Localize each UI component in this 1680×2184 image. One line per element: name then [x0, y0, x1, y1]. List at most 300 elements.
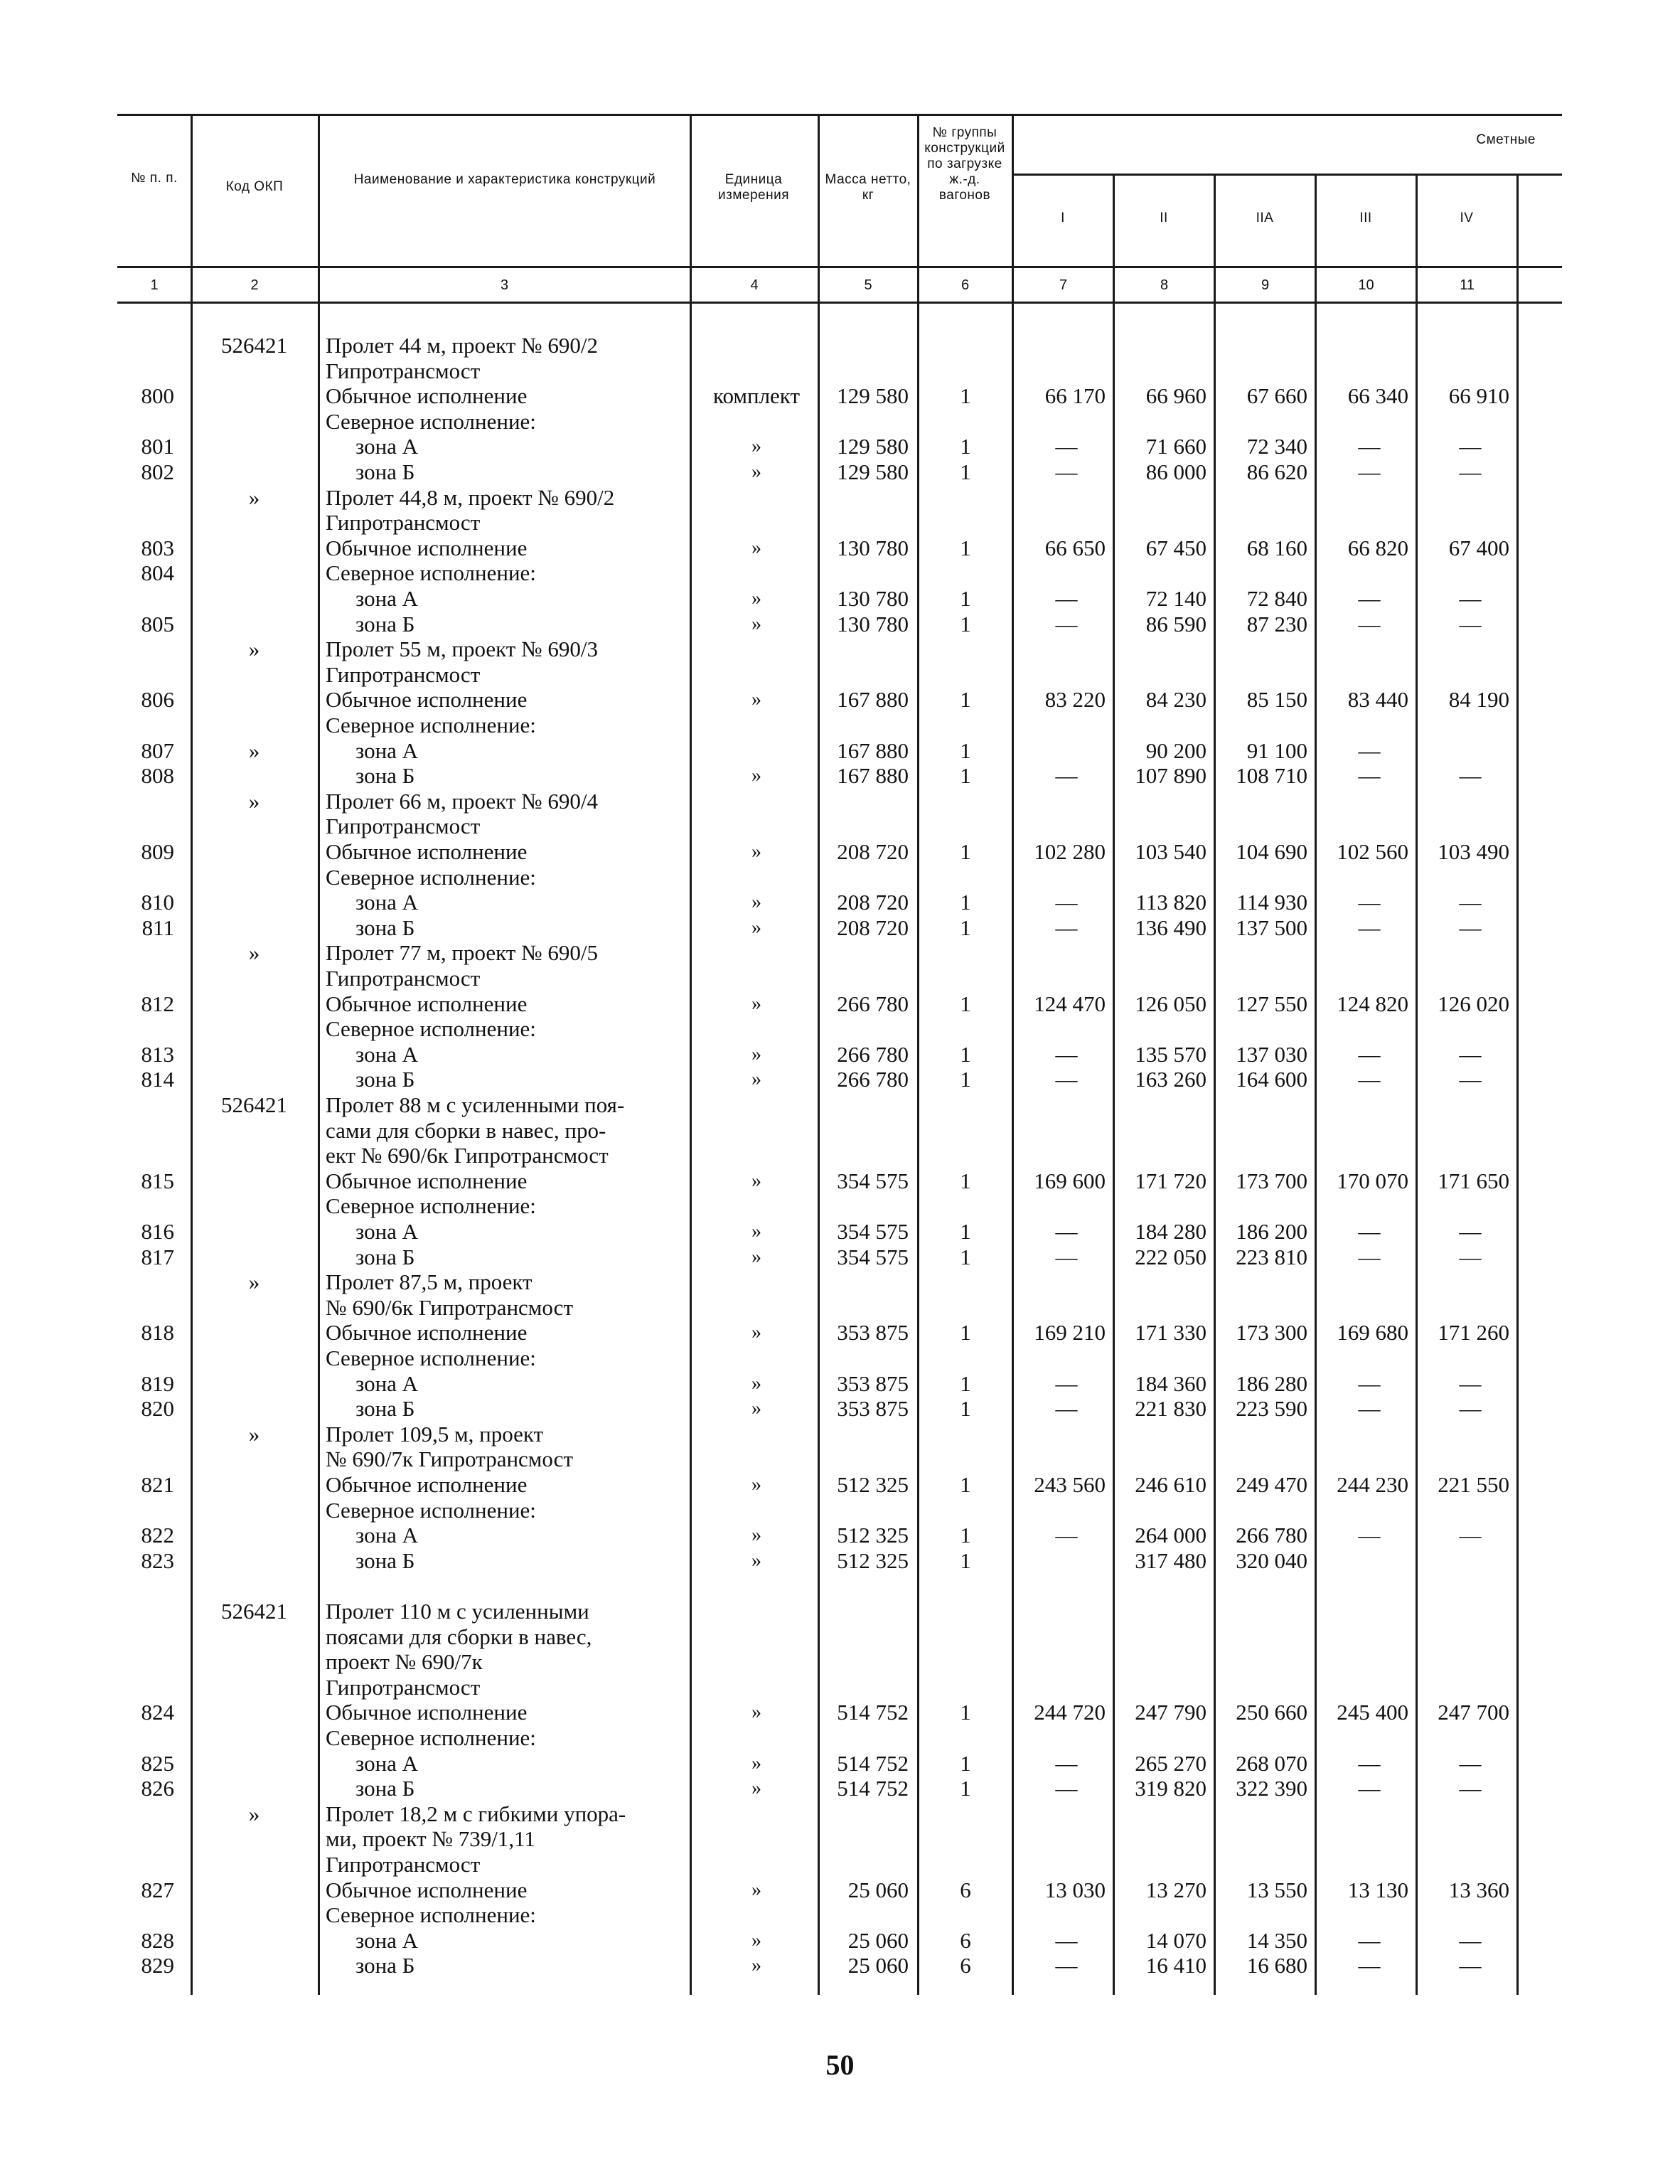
construction-name: Северное исполнение:	[326, 1346, 536, 1370]
construction-name: Пролет 18,2 м с гибкими упора-	[326, 1801, 626, 1826]
price-zone-4: —	[1358, 1523, 1381, 1548]
loading-group: 1	[960, 1751, 971, 1776]
price-zone-4: 66 340	[1347, 383, 1408, 408]
row-number: 825	[141, 1751, 174, 1776]
construction-name: зона А	[355, 1042, 419, 1067]
price-zone-1: —	[1055, 1042, 1078, 1067]
unit-of-measure: »	[751, 1373, 761, 1395]
price-zone-5: —	[1459, 763, 1482, 788]
price-zone-2: 246 610	[1135, 1472, 1207, 1497]
table-row	[0, 1219, 1680, 1245]
net-mass: 354 575	[837, 1245, 909, 1269]
construction-name: зона Б	[355, 1245, 415, 1269]
price-zone-5: —	[1459, 1751, 1482, 1776]
price-zone-4: —	[1358, 1067, 1381, 1092]
price-zone-2: 317 480	[1135, 1548, 1207, 1573]
price-zone-3: 322 390	[1236, 1776, 1307, 1801]
price-zone-1: —	[1055, 1371, 1078, 1396]
construction-name: Обычное исполнение	[326, 1320, 528, 1345]
table-row	[0, 1498, 1680, 1523]
table-row	[0, 738, 1680, 764]
column-number: 4	[750, 277, 759, 293]
price-zone-1: 102 280	[1034, 839, 1106, 864]
price-zone-4: —	[1358, 1219, 1381, 1244]
price-zone-2: 16 410	[1145, 1953, 1207, 1978]
price-subheader-rule	[1013, 174, 1562, 176]
construction-name: Обычное исполнение	[326, 839, 528, 864]
price-zone-3: 186 280	[1236, 1371, 1307, 1396]
unit-of-measure: комплект	[712, 383, 801, 408]
construction-name: зона Б	[355, 459, 415, 484]
construction-name: Обычное исполнение	[326, 383, 528, 408]
net-mass: 25 060	[847, 1877, 909, 1902]
okp-code: 526421	[221, 1599, 287, 1624]
price-zone-4: —	[1358, 1776, 1381, 1801]
unit-of-measure: »	[751, 1879, 761, 1901]
row-number: 815	[141, 1168, 174, 1193]
table-row	[0, 915, 1680, 941]
price-zone-2: 71 660	[1145, 434, 1207, 459]
loading-group: 6	[960, 1953, 971, 1978]
row-number: 802	[141, 459, 174, 484]
row-number: 828	[141, 1928, 174, 1953]
row-number: 813	[141, 1042, 174, 1067]
net-mass: 266 780	[837, 1067, 909, 1092]
price-zone-4: —	[1358, 890, 1381, 915]
table-row	[0, 1042, 1680, 1067]
construction-name: Северное исполнение:	[326, 1498, 536, 1523]
column-number: 5	[864, 277, 872, 293]
column-number: 6	[961, 277, 970, 293]
row-number: 827	[141, 1877, 174, 1902]
price-zone-4: —	[1358, 1928, 1381, 1953]
price-zone-2: 171 720	[1135, 1168, 1207, 1193]
price-zone-4: 124 820	[1337, 991, 1408, 1016]
unit-of-measure: »	[751, 1043, 761, 1065]
construction-name: Пролет 66 м, проект № 690/4	[326, 789, 598, 814]
price-zone-5: —	[1459, 1953, 1482, 1978]
table-row	[0, 1396, 1680, 1422]
net-mass: 25 060	[847, 1953, 909, 1978]
loading-group: 1	[960, 1042, 971, 1067]
net-mass: 129 580	[837, 459, 909, 484]
header-zone: IV	[1460, 211, 1474, 225]
price-zone-3: 223 590	[1236, 1396, 1307, 1421]
price-zone-2: 136 490	[1135, 915, 1207, 940]
okp-code: »	[248, 1801, 260, 1826]
net-mass: 167 880	[837, 738, 909, 763]
row-number: 820	[141, 1396, 174, 1421]
net-mass: 129 580	[837, 434, 909, 459]
price-zone-4: 102 560	[1337, 839, 1408, 864]
price-zone-4: —	[1358, 1396, 1381, 1421]
unit-of-measure: »	[751, 688, 761, 710]
table-row	[0, 1016, 1680, 1042]
construction-name: зона Б	[355, 612, 415, 636]
price-zone-4: 13 130	[1347, 1877, 1408, 1902]
price-zone-5: 221 550	[1438, 1472, 1509, 1497]
loading-group: 1	[960, 915, 971, 940]
table-row	[0, 1346, 1680, 1371]
table-row	[0, 991, 1680, 1017]
price-zone-4: —	[1358, 763, 1381, 788]
price-zone-2: 222 050	[1135, 1245, 1207, 1269]
price-zone-3: 173 700	[1236, 1168, 1307, 1193]
row-number: 829	[141, 1953, 174, 1978]
okp-code: »	[248, 485, 260, 510]
price-zone-5: —	[1459, 890, 1482, 915]
table-row	[0, 1776, 1680, 1801]
unit-of-measure: »	[751, 1474, 761, 1496]
construction-name: Северное исполнение:	[326, 713, 536, 737]
table-row	[0, 966, 1680, 991]
table-row	[0, 383, 1680, 409]
row-number: 812	[141, 991, 174, 1016]
price-zone-1: —	[1055, 1067, 1078, 1092]
unit-of-measure: »	[751, 461, 761, 483]
net-mass: 514 752	[837, 1751, 909, 1776]
construction-name: зона Б	[355, 915, 415, 940]
unit-of-measure: »	[751, 613, 761, 635]
header-mass: Масса нетто, кг	[825, 172, 911, 203]
table-row	[0, 1928, 1680, 1954]
loading-group: 1	[960, 1245, 971, 1269]
header-bottom-rule	[117, 266, 1562, 268]
price-zone-2: 184 360	[1135, 1371, 1207, 1396]
price-zone-5: 66 910	[1448, 383, 1509, 408]
table-row	[0, 1725, 1680, 1751]
net-mass: 208 720	[837, 915, 909, 940]
table-row	[0, 409, 1680, 435]
construction-name: зона А	[355, 1928, 419, 1953]
page-number: 50	[825, 2049, 855, 2081]
net-mass: 208 720	[837, 890, 909, 915]
header-code: Код ОКП	[225, 179, 284, 194]
table-row	[0, 1295, 1680, 1321]
construction-name: Гипротрансмост	[326, 358, 481, 383]
price-zone-2: 135 570	[1135, 1042, 1207, 1067]
price-zone-3: 108 710	[1236, 763, 1307, 788]
unit-of-measure: »	[751, 537, 761, 559]
unit-of-measure: »	[751, 841, 761, 863]
price-zone-3: 13 550	[1246, 1877, 1307, 1902]
price-zone-1: —	[1055, 1751, 1078, 1776]
column-number: 11	[1460, 277, 1475, 293]
table-row	[0, 612, 1680, 637]
construction-name: зона А	[355, 1219, 419, 1244]
price-zone-4: —	[1358, 1245, 1381, 1269]
price-zone-4: 169 680	[1337, 1320, 1408, 1345]
table-row	[0, 1472, 1680, 1498]
price-zone-3: 173 300	[1236, 1320, 1307, 1345]
construction-name: Пролет 88 м с усиленными поя-	[326, 1092, 625, 1117]
row-number: 822	[141, 1523, 174, 1548]
row-number: 806	[141, 687, 174, 712]
unit-of-measure: »	[751, 1321, 761, 1343]
net-mass: 514 752	[837, 1700, 909, 1725]
loading-group: 6	[960, 1928, 971, 1953]
okp-code: »	[248, 636, 260, 661]
price-zone-2: 67 450	[1145, 536, 1207, 560]
price-zone-3: 72 840	[1246, 586, 1307, 611]
table-row	[0, 1599, 1680, 1624]
table-row	[0, 687, 1680, 713]
price-zone-3: 72 340	[1246, 434, 1307, 459]
price-zone-4: 66 820	[1347, 536, 1408, 560]
price-zone-3: 137 030	[1236, 1042, 1307, 1067]
header-num: № п. п.	[131, 171, 178, 186]
net-mass: 25 060	[847, 1928, 909, 1953]
price-zone-3: 266 780	[1236, 1523, 1307, 1548]
row-number: 817	[141, 1245, 174, 1269]
loading-group: 1	[960, 763, 971, 788]
unit-of-measure: »	[751, 1246, 761, 1268]
price-zone-5: —	[1459, 1523, 1482, 1548]
loading-group: 1	[960, 1320, 971, 1345]
okp-code: 526421	[221, 333, 287, 358]
table-row	[0, 1548, 1680, 1574]
price-zone-2: 13 270	[1145, 1877, 1207, 1902]
table-row	[0, 865, 1680, 890]
row-number: 819	[141, 1371, 174, 1396]
header-zone: II	[1160, 211, 1168, 225]
price-zone-1: 169 600	[1034, 1168, 1106, 1193]
table-row	[0, 1320, 1680, 1346]
loading-group: 1	[960, 536, 971, 560]
construction-name: Пролет 44,8 м, проект № 690/2	[326, 485, 615, 510]
price-zone-2: 247 790	[1135, 1700, 1207, 1725]
header-price: Сметные	[1476, 132, 1536, 147]
header-unit: Единица измерения	[718, 172, 789, 203]
table-row	[0, 1245, 1680, 1270]
row-number: 808	[141, 763, 174, 788]
table-row	[0, 536, 1680, 561]
construction-name: зона Б	[355, 1776, 415, 1801]
construction-name: Обычное исполнение	[326, 1472, 528, 1497]
table-row	[0, 1067, 1680, 1092]
construction-name: Гипротрансмост	[326, 966, 481, 991]
price-zone-3: 223 810	[1236, 1245, 1307, 1269]
price-zone-4: 83 440	[1347, 687, 1408, 712]
construction-name: зона Б	[355, 763, 415, 788]
construction-name: Северное исполнение:	[326, 865, 536, 890]
unit-of-measure: »	[751, 993, 761, 1015]
price-zone-3: 104 690	[1236, 839, 1307, 864]
price-zone-2: 66 960	[1145, 383, 1207, 408]
table-row	[0, 1193, 1680, 1219]
unit-of-measure: »	[751, 435, 761, 457]
header-name: Наименование и характеристика конструкций	[353, 172, 656, 187]
price-zone-3: 91 100	[1246, 738, 1307, 763]
price-zone-3: 114 930	[1236, 890, 1307, 915]
loading-group: 1	[960, 1472, 971, 1497]
net-mass: 512 325	[837, 1548, 909, 1573]
price-zone-5: —	[1459, 1042, 1482, 1067]
loading-group: 1	[960, 612, 971, 636]
okp-code: »	[248, 789, 260, 814]
table-row	[0, 586, 1680, 612]
table-row	[0, 358, 1680, 384]
table-row	[0, 434, 1680, 459]
unit-of-measure: »	[751, 587, 761, 609]
table-row	[0, 560, 1680, 586]
table-row	[0, 1168, 1680, 1194]
price-zone-5: —	[1459, 1245, 1482, 1269]
price-zone-5: 13 360	[1448, 1877, 1509, 1902]
price-zone-5: —	[1459, 1219, 1482, 1244]
okp-code: 526421	[221, 1092, 287, 1117]
construction-name: Обычное исполнение	[326, 687, 528, 712]
table-row	[0, 789, 1680, 814]
price-zone-4: —	[1358, 612, 1381, 636]
loading-group: 1	[960, 1548, 971, 1573]
row-number: 811	[141, 915, 174, 940]
construction-name: Пролет 109,5 м, проект	[326, 1422, 544, 1447]
table-row	[0, 839, 1680, 865]
price-zone-3: 67 660	[1246, 383, 1307, 408]
net-mass: 130 780	[837, 612, 909, 636]
loading-group: 1	[960, 1700, 971, 1725]
construction-name: Обычное исполнение	[326, 1168, 528, 1193]
construction-name: № 690/7к Гипротрансмост	[326, 1447, 573, 1471]
price-zone-3: 87 230	[1246, 612, 1307, 636]
net-mass: 266 780	[837, 991, 909, 1016]
column-number: 9	[1261, 277, 1270, 293]
price-zone-1: 243 560	[1034, 1472, 1106, 1497]
price-zone-5: —	[1459, 915, 1482, 940]
price-zone-1: —	[1055, 612, 1078, 636]
price-zone-3: 137 500	[1236, 915, 1307, 940]
price-zone-1: —	[1055, 586, 1078, 611]
loading-group: 1	[960, 890, 971, 915]
price-zone-1: 13 030	[1044, 1877, 1106, 1902]
unit-of-measure: »	[751, 891, 761, 913]
row-number: 805	[141, 612, 174, 636]
okp-code: »	[248, 738, 260, 763]
construction-name: зона А	[355, 1751, 419, 1776]
construction-name: Гипротрансмост	[326, 662, 481, 687]
construction-name: зона А	[355, 1523, 419, 1548]
net-mass: 208 720	[837, 839, 909, 864]
loading-group: 1	[960, 1523, 971, 1548]
net-mass: 130 780	[837, 536, 909, 560]
price-zone-1: 66 170	[1044, 383, 1106, 408]
header-zone: I	[1061, 211, 1065, 225]
price-zone-4: —	[1358, 1042, 1381, 1067]
table-row	[0, 763, 1680, 789]
net-mass: 353 875	[837, 1320, 909, 1345]
table-row	[0, 1447, 1680, 1472]
construction-name: Обычное исполнение	[326, 536, 528, 560]
price-zone-1: —	[1055, 459, 1078, 484]
construction-name: Пролет 44 м, проект № 690/2	[326, 333, 598, 358]
loading-group: 6	[960, 1877, 971, 1902]
price-zone-1: —	[1055, 763, 1078, 788]
price-zone-2: 107 890	[1135, 763, 1207, 788]
unit-of-measure: »	[751, 1701, 761, 1723]
table-row	[0, 1649, 1680, 1675]
price-zone-2: 265 270	[1135, 1751, 1207, 1776]
price-zone-1: —	[1055, 1396, 1078, 1421]
row-number: 814	[141, 1067, 174, 1092]
price-zone-5: —	[1459, 1396, 1482, 1421]
price-zone-4: —	[1358, 915, 1381, 940]
construction-name: сами для сборки в навес, про-	[326, 1118, 606, 1143]
price-zone-1: 244 720	[1034, 1700, 1106, 1725]
table-row	[0, 1675, 1680, 1700]
price-zone-5: —	[1459, 1067, 1482, 1092]
construction-name: зона А	[355, 738, 419, 763]
price-zone-1: —	[1055, 1523, 1078, 1548]
table-row	[0, 1269, 1680, 1295]
column-number: 10	[1358, 277, 1374, 293]
table-row	[0, 814, 1680, 839]
table-row	[0, 1751, 1680, 1777]
net-mass: 514 752	[837, 1776, 909, 1801]
price-zone-5: 67 400	[1448, 536, 1509, 560]
unit-of-measure: »	[751, 1170, 761, 1192]
table-row	[0, 1422, 1680, 1447]
price-zone-3: 86 620	[1246, 459, 1307, 484]
construction-name: зона Б	[355, 1396, 415, 1421]
loading-group: 1	[960, 1776, 971, 1801]
construction-name: Обычное исполнение	[326, 991, 528, 1016]
price-zone-2: 14 070	[1145, 1928, 1207, 1953]
row-number: 824	[141, 1700, 174, 1725]
construction-name: проект № 690/7к	[326, 1649, 483, 1674]
table-row	[0, 1852, 1680, 1877]
loading-group: 1	[960, 383, 971, 408]
loading-group: 1	[960, 687, 971, 712]
price-zone-1: —	[1055, 915, 1078, 940]
net-mass: 512 325	[837, 1523, 909, 1548]
table-row	[0, 1118, 1680, 1144]
net-mass: 266 780	[837, 1042, 909, 1067]
price-zone-2: 126 050	[1135, 991, 1207, 1016]
price-zone-2: 221 830	[1135, 1396, 1207, 1421]
price-zone-5: 247 700	[1438, 1700, 1509, 1725]
price-zone-2: 319 820	[1135, 1776, 1207, 1801]
table-row	[0, 1573, 1680, 1599]
price-zone-5: —	[1459, 1371, 1482, 1396]
construction-name: Северное исполнение:	[326, 1193, 536, 1218]
table-row	[0, 1902, 1680, 1928]
net-mass: 353 875	[837, 1396, 909, 1421]
construction-name: Северное исполнение:	[326, 1016, 536, 1041]
table-row	[0, 1953, 1680, 1978]
price-zone-2: 184 280	[1135, 1219, 1207, 1244]
unit-of-measure: »	[751, 1220, 761, 1242]
price-zone-3: 14 350	[1246, 1928, 1307, 1953]
construction-name: Северное исполнение:	[326, 1725, 536, 1750]
loading-group: 1	[960, 586, 971, 611]
loading-group: 1	[960, 1168, 971, 1193]
row-number: 801	[141, 434, 174, 459]
construction-name: Пролет 55 м, проект № 690/3	[326, 636, 598, 661]
price-zone-5: 171 260	[1438, 1320, 1509, 1345]
loading-group: 1	[960, 991, 971, 1016]
construction-name: поясами для сборки в навес,	[326, 1624, 592, 1649]
unit-of-measure: »	[751, 1524, 761, 1546]
okp-code: »	[248, 1269, 260, 1294]
table-row	[0, 459, 1680, 485]
price-zone-1: —	[1055, 1776, 1078, 1801]
table-row	[0, 1826, 1680, 1852]
construction-name: зона Б	[355, 1953, 415, 1978]
okp-code: »	[248, 1422, 260, 1447]
price-zone-5: —	[1459, 434, 1482, 459]
price-zone-3: 127 550	[1236, 991, 1307, 1016]
